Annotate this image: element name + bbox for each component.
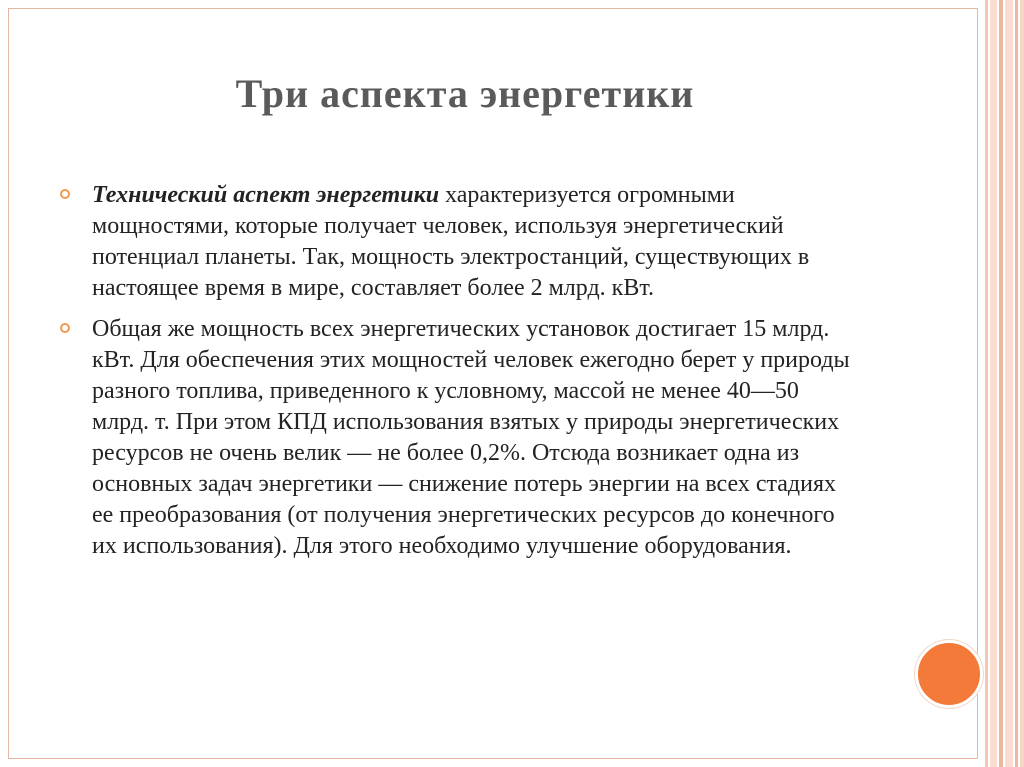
bullet-list bbox=[60, 180, 850, 572]
bullet-circle-icon bbox=[60, 189, 70, 199]
bullet-circle-icon bbox=[60, 323, 70, 333]
stripe bbox=[1015, 0, 1018, 767]
bullet-text: Общая же мощность всех энергетических установок достигает 15 млрд. кВт. Для обеспечения этих мощностей человек ежегодно берет у природы разного топлива, приведенного к условному, массой не менее 40—50 млрд. т. При этом КПД использования взятых у природы энергетических ресурсов не очень велик — не более 0,2%. Отсюда возникает одна из основных задач энергетики — снижение потерь энергии на всех стадиях ее преобразования (от получения энергетических ресурсов до конечного их использования). Для этого необходимо улучшение оборудования. bbox=[92, 316, 850, 559]
bullet-text: характеризуется огромными мощностями, которые получает человек, используя энергетический потенциал планеты. Так, мощность электростанций, существующих в настоящее время в мире, составляет более 2 млрд. кВт. bbox=[92, 182, 810, 301]
stripe bbox=[985, 0, 988, 767]
stripe bbox=[1005, 0, 1013, 767]
bullet-lead: Технический аспект энергетики bbox=[92, 182, 440, 208]
decorative-circle bbox=[915, 640, 983, 708]
bullet-item bbox=[60, 180, 850, 304]
stripe bbox=[990, 0, 997, 767]
bullet-item bbox=[60, 314, 850, 562]
stripe bbox=[1020, 0, 1024, 767]
stripe bbox=[999, 0, 1003, 767]
decorative-stripes bbox=[985, 0, 1024, 767]
slide-title: Три аспекта энергетики bbox=[235, 71, 695, 116]
